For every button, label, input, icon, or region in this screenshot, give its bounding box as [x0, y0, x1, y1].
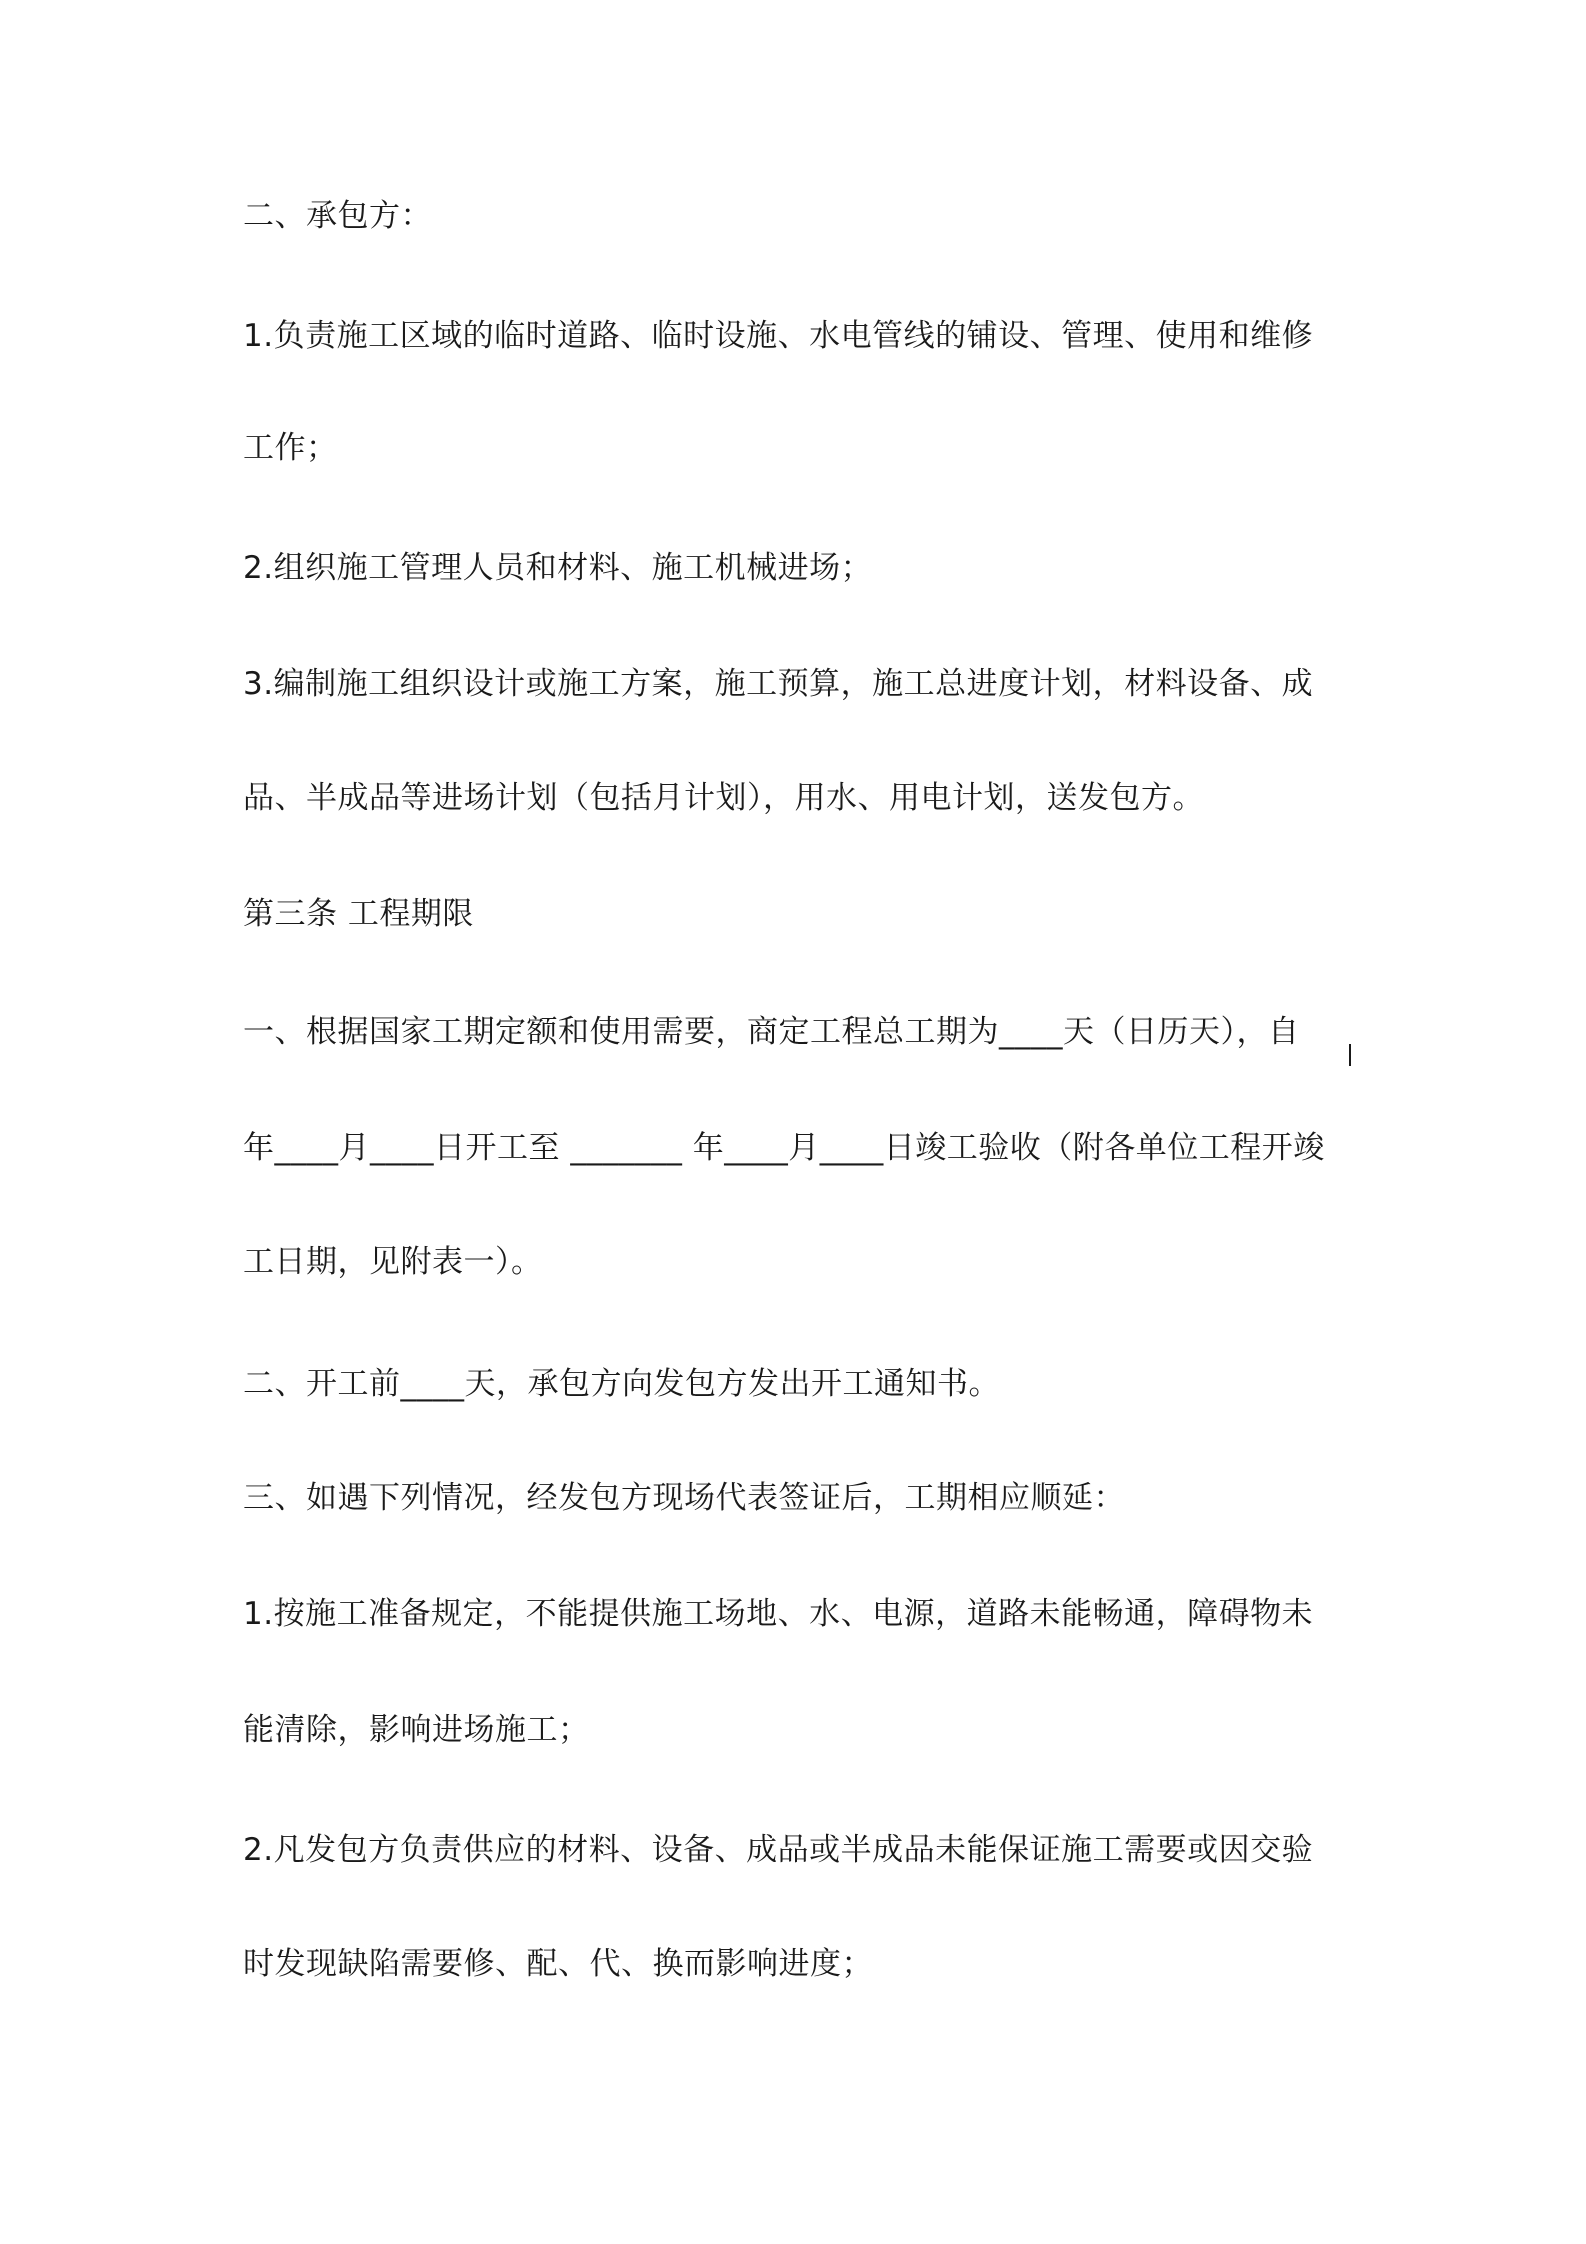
text-line: 工作； — [243, 430, 338, 466]
text-line: 1.按施工准备规定，不能提供施工场地、水、电源，道路未能畅通，障碍物未 — [243, 1596, 1314, 1632]
text-line: 工日期，见附表一）。 — [243, 1244, 543, 1280]
text-line: 2.凡发包方负责供应的材料、设备、成品或半成品未能保证施工需要或因交验 — [243, 1832, 1314, 1868]
margin-mark — [1349, 1044, 1351, 1066]
text-line: 一、根据国家工期定额和使用需要，商定工程总工期为____天（日历天），自 — [243, 1014, 1300, 1050]
text-line: 3.编制施工组织设计或施工方案，施工预算，施工总进度计划，材料设备、成 — [243, 666, 1314, 702]
text-line: 三、如遇下列情况，经发包方现场代表签证后，工期相应顺延： — [243, 1480, 1125, 1516]
text-line: 1.负责施工区域的临时道路、临时设施、水电管线的铺设、管理、使用和维修 — [243, 318, 1314, 354]
text-line: 时发现缺陷需要修、配、代、换而影响进度； — [243, 1946, 873, 1982]
text-line: 二、开工前____天，承包方向发包方发出开工通知书。 — [243, 1366, 1000, 1402]
text-line: 年____月____日开工至 _______ 年____月____日竣工验收（附各单位工程开竣 — [243, 1130, 1325, 1166]
text-line: 二、承包方： — [243, 198, 432, 234]
section-heading: 第三条 工程期限 — [243, 896, 474, 932]
text-line: 能清除，影响进场施工； — [243, 1712, 590, 1748]
text-line: 2.组织施工管理人员和材料、施工机械进场； — [243, 550, 873, 586]
text-line: 品、半成品等进场计划（包括月计划），用水、用电计划，送发包方。 — [243, 780, 1204, 816]
